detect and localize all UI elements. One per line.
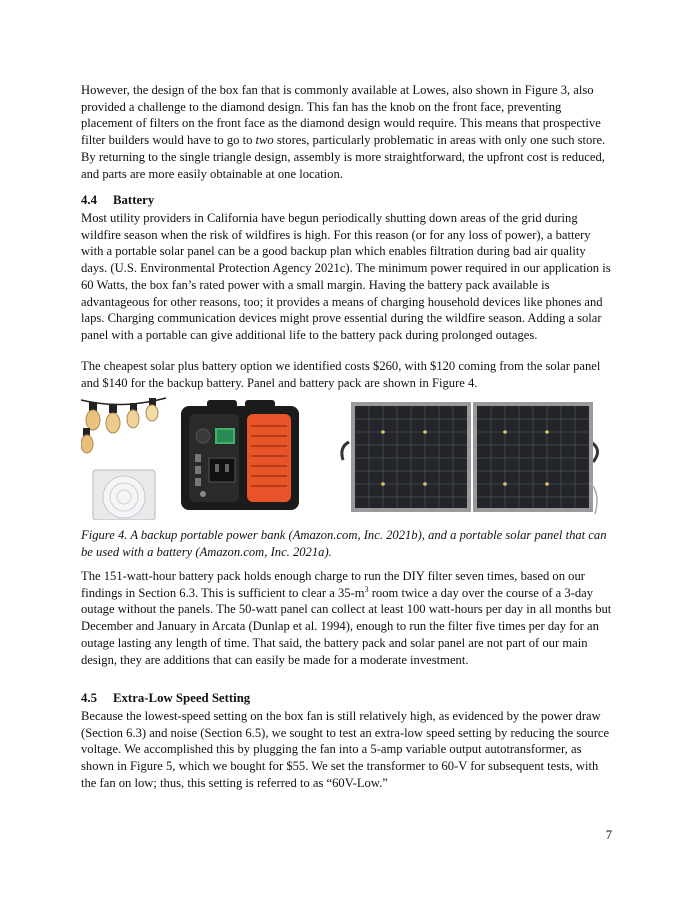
text-run: The 151-watt-hour battery pack holds enough charge to run the DIY filter seven times, based on our findings in Section 6.3. This is sufficient to clear a 35-m — [81, 569, 585, 600]
section-number: 4.4 — [81, 193, 97, 207]
paragraph-battery-capacity — [81, 568, 614, 668]
paragraph-battery-intro: Most utility providers in California have begun periodically shutting down areas of the grid during wildfire season when the risk of wildfires is high. For this reason (or for any loss of power), a battery with a portable solar panel can be a good backup plan which enables filtration during bad air quality days. (U.S. Environmental Protection Agency 2021c). The minimum power required in our application is 60 Watts, the box fan’s rated power with a small margin. Having the battery pack available is advantageous for other reasons, too; it provides a means of charging household devices like phones and laps. Charging communication devices might prove essential during the wildfire season. Adding a solar panel with a portable can give additional life to the battery pack during prolonged outages. — [81, 211, 611, 342]
emphasis-two: two — [255, 133, 274, 148]
figure-4-caption: Figure 4. A backup portable power bank (Amazon.com, Inc. 2021b), and a portable solar panel that can be used with a battery (Amazon.com, Inc. 2021a). — [81, 528, 607, 559]
text-run: stores, particularly problematic in areas with only one such store. By returning to the single triangle design, assembly is more straightforward, the upfront cost is reduced, and parts are more easily obtainable at one location. — [81, 133, 606, 181]
section-heading-extra-low-speed — [81, 691, 250, 706]
text-run: However, the design of the box fan that is commonly available at Lowes, also shown in Figure 3, also provided a challenge to the diamond design. This fan has the knob on the front face, preventing placement of filters on the front face as the diamond design would require. This means that prospective filter builders would have to go to — [81, 83, 601, 148]
section-title: Battery — [113, 193, 155, 207]
section-title: Extra-Low Speed Setting — [113, 691, 251, 705]
figure-4-image — [81, 392, 613, 520]
power-bank-image — [181, 400, 299, 510]
page-number: 7 — [605, 828, 612, 842]
section-heading-battery — [81, 193, 154, 208]
superscript-3: 3 — [364, 584, 369, 594]
section-number: 4.5 — [81, 691, 97, 705]
paragraph-extra-low-speed: Because the lowest-speed setting on the box fan is still relatively high, as evidenced by the power draw (Section 6.3) and noise (Section 6.5), we sought to test an extra-low speed setting by reducing the source voltage. We accomplished this by plugging the fan into a 5-amp variable output autotransformer, as shown in Figure 5, which we bought for $55. We set the transformer to 60-V for subsequent tests, with the fan on low; thus, this setting is referred to as “60V-Low.” — [81, 709, 610, 790]
string-lights-image — [81, 398, 166, 453]
text-run: room twice a day over the course of a 3-day outage without the panels. The 50-watt panel can collect at least 100 watt-hours per day in all months but December and January in Arcata (Dunlap et al. 1994), enough to run the filter five times per day for an outage lasting any length of time. That said, the battery pack and solar panel are not part of our main design, they are additions that can easily be made for a moderate investment. — [81, 585, 612, 667]
paragraph-fan-design — [81, 82, 614, 182]
paragraph-battery-cost: The cheapest solar plus battery option we identified costs $260, with $120 coming from the solar panel and $140 for the backup battery. Panel and battery pack are shown in Figure 4. — [81, 359, 601, 390]
box-fan-image — [93, 470, 155, 520]
solar-panel-image — [342, 402, 598, 514]
